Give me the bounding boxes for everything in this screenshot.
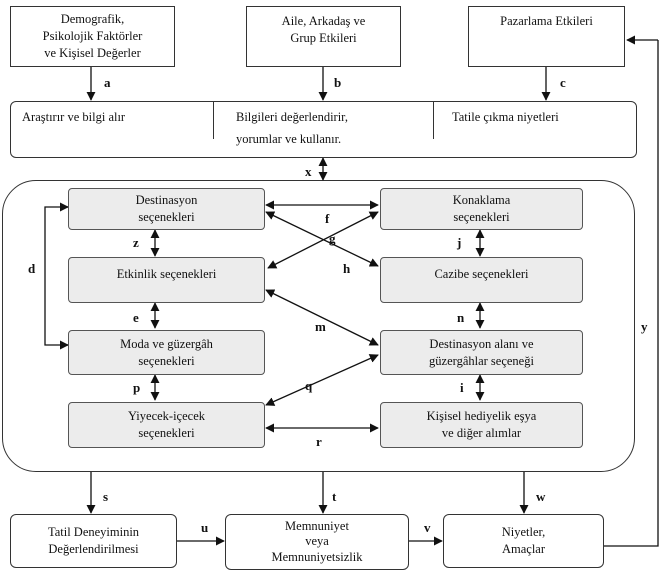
label-h: h [343, 261, 351, 276]
label-n: n [457, 310, 465, 325]
evaluation-line-1: Tatil Deneyiminin [47, 525, 140, 540]
activity-label: Etkinlik seçenekleri [116, 267, 217, 281]
satisfaction-box [225, 514, 409, 570]
evaluation-line-2: Değerlendirilmesi [48, 542, 139, 556]
food-line-1: Yiyecek-içecek [127, 409, 206, 424]
food-options-box [68, 402, 265, 448]
label-g: g [329, 231, 336, 246]
mode-route-line-2: seçenekleri [138, 353, 195, 368]
label-v: v [424, 520, 431, 535]
label-t: t [332, 489, 337, 504]
intentions-line-1: Niyetler, [501, 525, 546, 540]
satisfaction-line-2: veya [305, 534, 329, 549]
family-line-1: Aile, Arkadaş ve [281, 14, 366, 28]
label-y: y [641, 319, 648, 334]
demographic-factors-box [10, 6, 175, 67]
label-p: p [133, 380, 141, 395]
accommodation-line-1: Konaklama [452, 193, 511, 208]
arrow-d [45, 207, 68, 345]
label-z: z [133, 235, 139, 250]
label-m: m [315, 319, 326, 334]
satisfaction-line-1: Memnuniyet [285, 518, 349, 533]
destination-area-options-box [380, 330, 583, 375]
label-f: f [325, 211, 330, 226]
demographic-line-1: Demografik, [60, 12, 125, 27]
attraction-options-box [380, 257, 583, 303]
destination-line-2: seçenekleri [138, 210, 195, 224]
label-j: j [457, 235, 462, 250]
experience-evaluation-box [10, 514, 177, 568]
mode-route-line-1: Moda ve güzergâh [120, 336, 213, 351]
arrow-q [266, 355, 378, 405]
activity-options-box [68, 257, 265, 303]
family-line-2: Grup Etkileri [290, 30, 357, 45]
food-line-2: seçenekleri [138, 426, 195, 440]
label-d: d [28, 261, 36, 276]
accommodation-options-box [380, 188, 583, 230]
destination-options-box [68, 188, 265, 230]
process-divider-right [433, 101, 434, 139]
mode-route-options-box [68, 330, 265, 375]
destination-line-1: Destinasyon [135, 193, 198, 208]
satisfaction-line-3: Memnuniyetsizlik [271, 549, 363, 564]
marketing-label: Pazarlama Etkileri [500, 14, 593, 28]
label-u: u [201, 520, 209, 535]
accommodation-line-2: seçenekleri [453, 210, 510, 224]
label-q: q [305, 378, 313, 393]
intent-label: Tatile çıkma niyetleri [452, 110, 559, 124]
destination-area-line-1: Destinasyon alanı ve [429, 336, 534, 351]
label-i: i [460, 380, 464, 395]
family-group-box [246, 6, 401, 67]
attraction-label: Cazibe seçenekleri [434, 267, 529, 281]
label-x: x [305, 164, 312, 179]
label-a: a [104, 75, 111, 90]
label-r: r [316, 434, 322, 449]
marketing-box [468, 6, 625, 67]
destination-area-line-2: güzergâhlar seçeneği [429, 353, 534, 368]
evaluate-line-1: Bilgileri değerlendirir, [236, 110, 348, 124]
arrow-m [266, 290, 378, 345]
label-s: s [103, 489, 109, 504]
souvenir-line-2: ve diğer alımlar [441, 426, 522, 440]
research-label: Araştırır ve bilgi alır [22, 110, 126, 124]
intentions-line-2: Amaçlar [501, 542, 546, 556]
souvenir-line-1: Kişisel hediyelik eşya [426, 409, 537, 424]
label-e: e [133, 310, 139, 325]
souvenir-options-box [380, 402, 583, 448]
demographic-line-2: Psikolojik Faktörler [42, 29, 143, 44]
evaluate-line-2: yorumlar ve kullanır. [236, 132, 342, 146]
label-b: b [334, 75, 342, 90]
label-c: c [560, 75, 566, 90]
label-w: w [536, 489, 546, 504]
intentions-box [443, 514, 604, 568]
demographic-line-3: ve Kişisel Değerler [44, 45, 141, 60]
process-divider-left [213, 101, 214, 139]
